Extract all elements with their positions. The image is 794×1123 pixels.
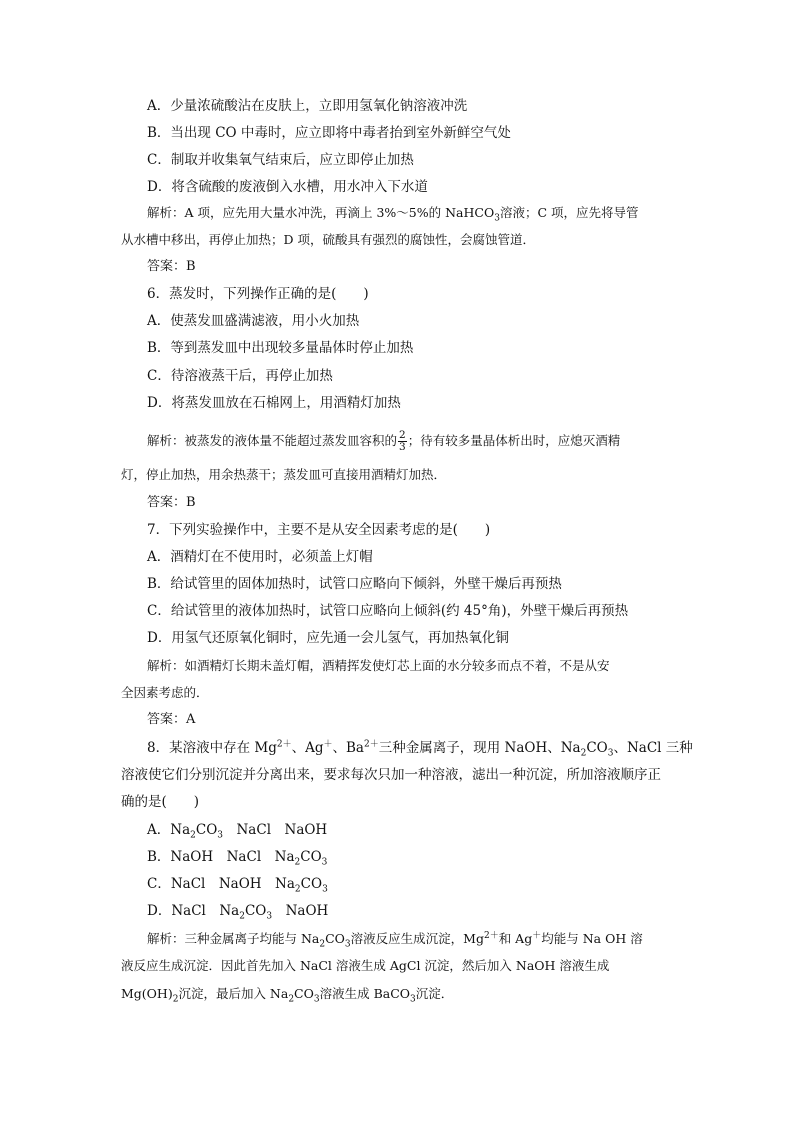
q7-option-a: A．酒精灯在不使用时，必须盖上灯帽 [147, 549, 373, 565]
q6-option-c: C．待溶液蒸干后，再停止加热 [147, 368, 333, 384]
q5-option-d: D．将含硫酸的废液倒入水槽，用水冲入下水道 [147, 179, 428, 195]
q5-answer: 答案：B [147, 259, 196, 274]
q8-option-c: C．NaCl NaOH $Na_2CO_3$ [147, 876, 328, 895]
q8-explanation-line2: 液反应生成沉淀．因此首先加入 NaCl 溶液生成 AgCl 沉淀，然后加入 NaOH 溶液生成 [121, 958, 610, 973]
q6-option-b: B．等到蒸发皿中出现较多量晶体时停止加热 [147, 340, 414, 356]
q7-option-c: C．给试管里的液体加热时，试管口应略向上倾斜(约 45°角)，外壁干燥后再预热 [147, 603, 629, 619]
q5-option-c: C．制取并收集氧气结束后，应立即停止加热 [147, 152, 414, 168]
q8-option-a: A．$Na_2CO_3$ NaCl NaOH [147, 822, 328, 841]
fraction: $\frac{2}{3}$ [399, 429, 406, 453]
q6-explanation-line1: 解析：被蒸发的液体量不能超过蒸发皿容积的 $\frac{2}{3}$ ；待有较多量晶体析出时，应熄灭酒精 [147, 429, 621, 453]
q8-explanation-line3: $Mg(OH)_2$沉淀，最后加入 $Na_2CO_3$溶液生成 BaCO$_3$沉淀． [121, 986, 454, 1005]
q6-option-d: D．将蒸发皿放在石棉网上，用酒精灯加热 [147, 395, 401, 411]
q8-stem-line2: 溶液使它们分别沉淀并分离出来，要求每次只加一种溶液，滤出一种沉淀，所加溶液顺序正 [121, 767, 661, 783]
q6-stem: 6．蒸发时，下列操作正确的是( ) [147, 286, 369, 302]
q8-option-d: D．NaCl $Na_2CO_3$ NaOH [147, 903, 329, 922]
q6-option-a: A．使蒸发皿盛满滤液，用小火加热 [147, 313, 360, 329]
q5-option-a: A．少量浓硫酸沾在皮肤上，立即用氢氧化钠溶液冲洗 [147, 98, 468, 114]
q7-answer: 答案：A [147, 712, 196, 727]
q7-explanation-line2: 全因素考虑的． [121, 685, 209, 700]
q5-option-b: B．当出现 CO 中毒时，应立即将中毒者抬到室外新鲜空气处 [147, 125, 511, 141]
q5-explanation-line2: 从水槽中移出，再停止加热；D 项，硫酸具有强烈的腐蚀性，会腐蚀管道． [121, 232, 535, 247]
q6-explanation-line2: 灯，停止加热，用余热蒸干；蒸发皿可直接用酒精灯加热． [121, 467, 447, 482]
q6-answer: 答案：B [147, 495, 196, 510]
q7-explanation-line1: 解析：如酒精灯长期未盖灯帽，酒精挥发使灯芯上面的水分较多而点不着，不是从安 [147, 658, 610, 673]
q8-stem-line3: 确的是( ) [121, 794, 200, 810]
q8-stem-line1: 8．某溶液中存在 $Mg^{2+}$、Ag＋、$Ba^{2+}$三种金属离子，现用 NaOH、$Na_2CO_3$、NaCl 三种 [147, 739, 693, 759]
q7-option-d: D．用氢气还原氧化铜时，应先通一会儿氢气，再加热氧化铜 [147, 630, 509, 646]
q8-option-b: B．NaOH NaCl $Na_2CO_3$ [147, 849, 328, 868]
q7-option-b: B．给试管里的固体加热时，试管口应略向下倾斜，外壁干燥后再预热 [147, 576, 562, 592]
q8-explanation-line1: 解析：三种金属离子均能与 $Na_2CO_3$溶液反应生成沉淀，$Mg^{2+}$和 Ag＋均能与 Na OH 溶 [147, 930, 643, 950]
q5-explanation-line1: 解析：A 项，应先用大量水冲洗，再滴上 3%～5%的 NaHCO$_3$溶液；C 项，应先将导管 [147, 205, 639, 224]
q7-stem: 7．下列实验操作中，主要不是从安全因素考虑的是( ) [147, 522, 491, 538]
